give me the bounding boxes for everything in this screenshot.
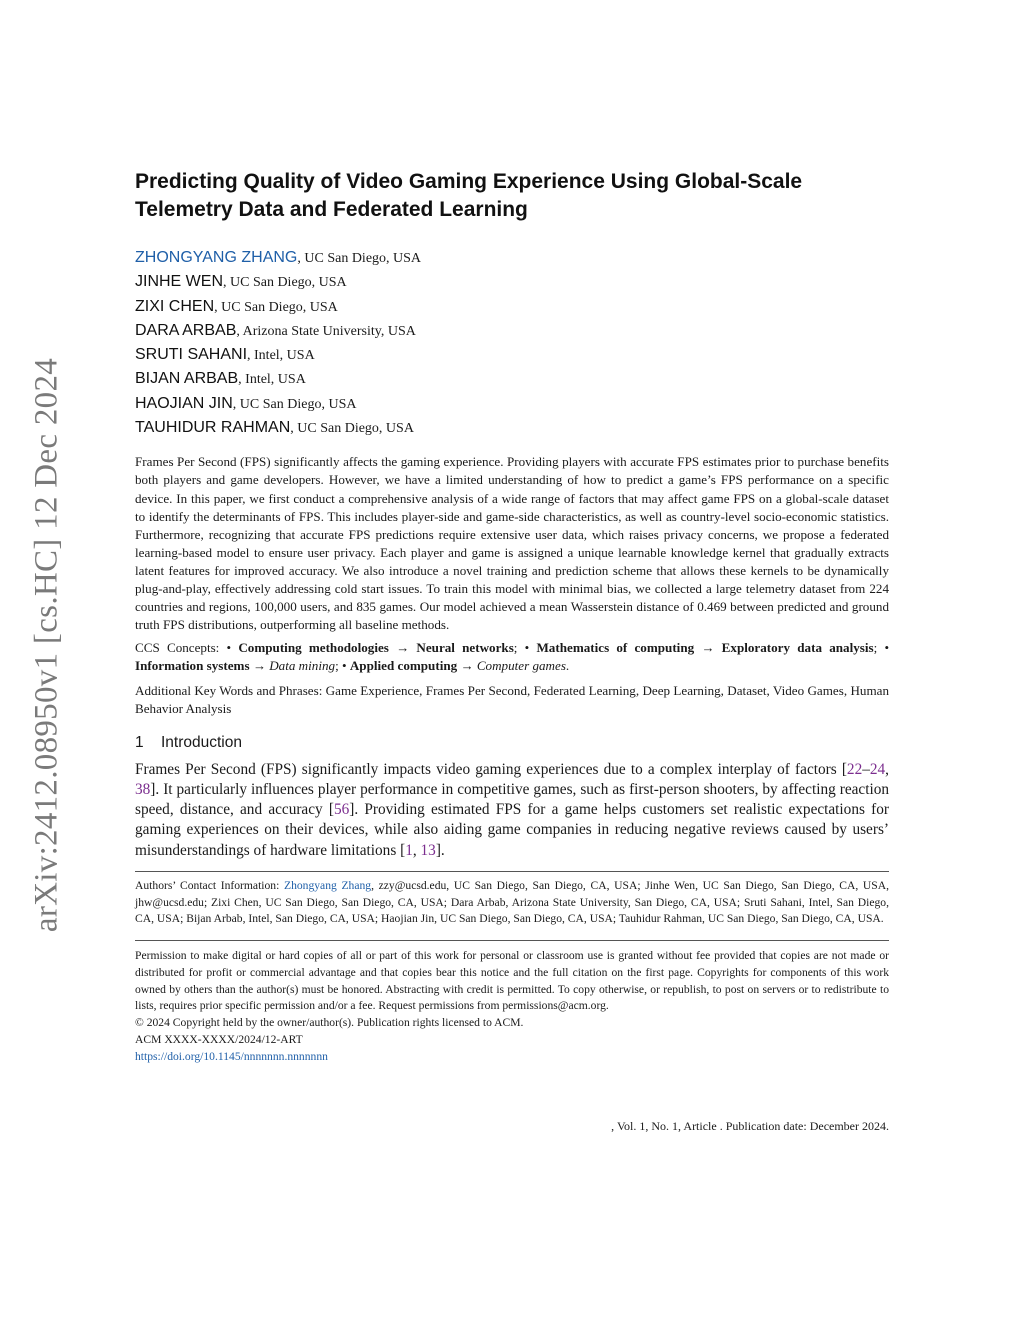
author-affiliation: , Intel, USA xyxy=(247,348,315,364)
author-entry xyxy=(135,416,889,440)
acm-reference: ACM XXXX-XXXX/2024/12-ART xyxy=(135,1033,303,1047)
citation-link[interactable]: 22 xyxy=(846,760,863,778)
ccs-top-concept: Information systems xyxy=(135,658,250,674)
author-name: ZIXI CHEN xyxy=(135,297,215,315)
author-name: BIJAN ARBAB xyxy=(135,370,239,388)
author-entry xyxy=(135,392,889,416)
ccs-top-concept: Applied computing xyxy=(349,658,458,674)
author-list xyxy=(135,246,889,440)
copyright-line: © 2024 Copyright held by the owner/author(s). Publication rights licensed to ACM. xyxy=(135,1016,524,1030)
author-entry xyxy=(135,295,889,319)
author-affiliation: , UC San Diego, USA xyxy=(290,421,414,437)
section-number: 1 xyxy=(135,733,144,751)
paper-title: Predicting Quality of Video Gaming Experience Using Global-Scale Telemetry Data and Federated Learning xyxy=(135,170,803,221)
intro-paragraph: Frames Per Second (FPS) significantly impacts video gaming experiences due to a complex interplay of factors [22–24, 38]. It particularly influences player performance in competitive games, such as first-person shooters, by affecting reaction speed, distance, and accuracy [56]. Providing estimated FPS for a game helps customers set realistic expectations for gaming experiences on their devices, while also aiding game companies in reducing negative reviews caused by users’ misunderstandings of hardware limitations [1, 13]. xyxy=(135,760,889,859)
section-title: Introduction xyxy=(161,733,242,751)
author-name: JINHE WEN xyxy=(135,273,223,291)
citation-link[interactable]: 1 xyxy=(405,841,413,859)
paper-page xyxy=(135,168,889,1066)
citation-link[interactable]: 13 xyxy=(420,841,436,859)
ccs-label: CCS Concepts: xyxy=(135,640,227,656)
ccs-sub-concept: Computer games xyxy=(476,658,566,674)
author-name: DARA ARBAB xyxy=(135,321,237,339)
author-affiliation: , Arizona State University, USA xyxy=(236,323,416,339)
citation-link[interactable]: 38 xyxy=(135,780,151,798)
ccs-concepts: CCS Concepts: • Computing methodologies → Neural networks; • Mathematics of computing → Exploratory data analysis; • Information systems → Data mining; • Applied computing → Computer games. xyxy=(135,640,890,674)
keywords: Additional Key Words and Phrases: Game Experience, Frames Per Second, Federated Learning, Deep Learning, Dataset, Video Games, Human Behavior Analysis xyxy=(135,682,889,716)
author-entry xyxy=(135,270,889,294)
permission-block xyxy=(135,940,889,1066)
citation-link[interactable]: 24 xyxy=(869,760,886,778)
author-entry xyxy=(135,319,889,343)
author-contact-link[interactable]: Zhongyang Zhang xyxy=(283,878,372,892)
author-contact-info: Authors’ Contact Information: Zhongyang Zhang, zzy@ucsd.edu, UC San Diego, San Diego, CA, USA; Jinhe Wen, UC San Diego, San Diego, CA, USA, jhw@ucsd.edu; Zixi Chen, UC San Diego, San Diego, CA, USA; Dara Arbab, Arizona State University, San Diego, CA, USA; Sruti Sahani, Intel, San Diego, CA, USA; Bijan Arbab, Intel, San Diego, CA, USA; Haojian Jin, UC San Diego, San Diego, CA, USA; Tauhidur Rahman, UC San Diego, San Diego, CA, USA. xyxy=(135,871,889,928)
ccs-sub-concept: Data mining xyxy=(269,658,336,674)
author-name: TAUHIDUR RAHMAN xyxy=(135,419,291,437)
author-affiliation: , UC San Diego, USA xyxy=(223,275,347,291)
ccs-top-concept: Computing methodologies xyxy=(238,640,389,656)
permission-notice: Permission to make digital or hard copies of all or part of this work for personal or classroom use is granted without fee provided that copies are not made or distributed for profit or commercial advantage and that copies bear this notice and the full citation on the first page. Copyrights for components of this work owned by others than the author(s) must be honored. Abstracting with credit is permitted. To copy otherwise, or republish, to post on servers or to redistribute to lists, requires prior specific permission and/or a fee. Request permissions from permissions@acm.org. xyxy=(135,949,889,1013)
section-heading xyxy=(135,734,889,752)
ccs-sub-concept: Exploratory data analysis xyxy=(721,640,874,656)
publication-footer: , Vol. 1, No. 1, Article . Publication date: December 2024. xyxy=(611,1119,889,1133)
doi-link[interactable]: https://doi.org/10.1145/nnnnnnn.nnnnnnn xyxy=(135,1049,328,1063)
author-affiliation: , Intel, USA xyxy=(238,372,306,388)
ccs-sub-concept: Neural networks xyxy=(416,640,514,656)
author-entry xyxy=(135,246,889,270)
abstract: Frames Per Second (FPS) significantly affects the gaming experience. Providing players with accurate FPS estimates prior to purchase benefits both players and game developers. However, we have a limited understanding of how to predict a game’s FPS performance on a specific device. In this paper, we first conduct a comprehensive analysis of a wide range of factors that may affect game FPS on a global-scale dataset to identify the determinants of FPS. This includes player-side and game-side characteristics, as well as country-level socio-economic statistics. Furthermore, recognizing that accurate FPS predictions require extensive user data, which raises privacy concerns, we propose a federated learning-based model to ensure user privacy. Each player and game is assigned a unique learnable knowledge kernel that gradually extracts latent features for improved accuracy. We also introduce a novel training and prediction scheme that allows these kernels to be dynamically plug-and-play, effectively addressing cold start issues. To train this model with minimal bias, we collected a large telemetry dataset from 224 countries and regions, 100,000 users, and 835 games. Our model achieved a mean Wasserstein distance of 0.469 between predicted and ground truth FPS distributions, outperforming all baseline methods. xyxy=(135,454,889,633)
author-name: HAOJIAN JIN xyxy=(135,394,233,412)
author-name-link[interactable]: ZHONGYANG ZHANG xyxy=(135,249,298,266)
author-entry xyxy=(135,367,889,391)
author-affiliation: , UC San Diego, USA xyxy=(214,299,338,315)
arxiv-identifier: arXiv:2412.08950v1 [cs.HC] 12 Dec 2024 xyxy=(28,357,65,933)
arxiv-sidebar xyxy=(22,350,72,940)
author-affiliation: , UC San Diego, USA xyxy=(232,396,357,412)
ccs-top-concept: Mathematics of computing xyxy=(536,640,695,656)
citation-link[interactable]: 56 xyxy=(333,801,350,819)
author-entry xyxy=(135,343,889,367)
author-affiliation: , UC San Diego, USA xyxy=(297,251,422,266)
author-name: SRUTI SAHANI xyxy=(135,346,248,364)
